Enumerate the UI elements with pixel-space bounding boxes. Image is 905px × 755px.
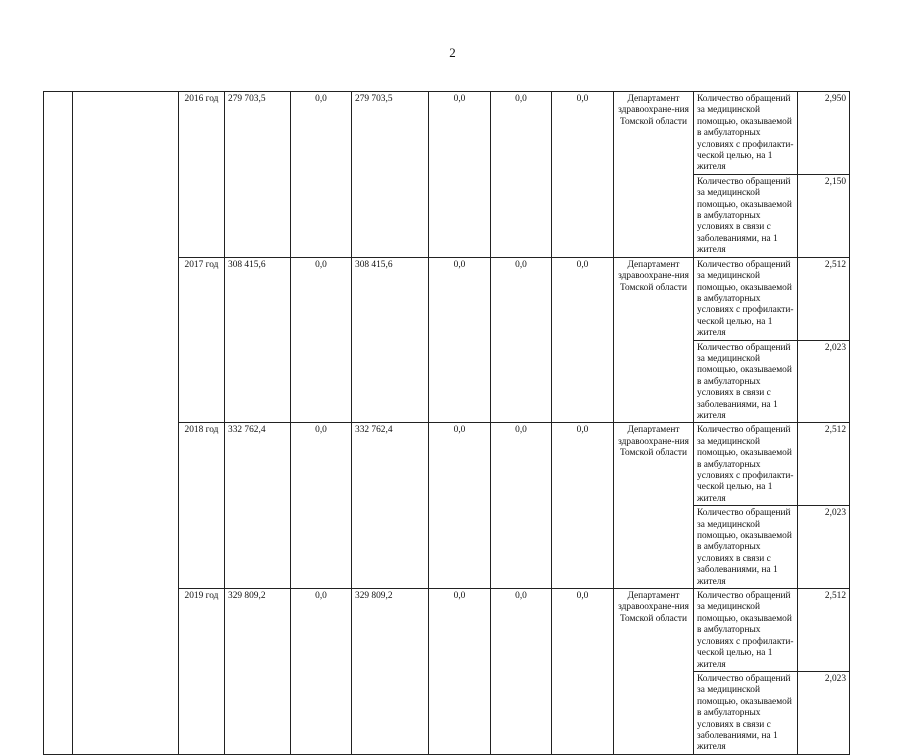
local-cell: 0,0 xyxy=(429,92,491,258)
indicator-cell: Количество обращений за медицинской помощью, оказываемой в амбулаторных условиях в связи с заболеваниями, на 1 жителя xyxy=(694,174,798,257)
local-cell: 0,0 xyxy=(429,423,491,589)
indicator-value-cell: 2,512 xyxy=(798,589,850,672)
federal-cell: 0,0 xyxy=(291,589,352,755)
executor-cell: Департамент здравоохране-ния Томской области xyxy=(614,92,694,258)
indicator-value-cell: 2,950 xyxy=(798,92,850,175)
table-body xyxy=(44,92,850,755)
tfoms-cell: 0,0 xyxy=(491,257,552,423)
tfoms-cell: 0,0 xyxy=(491,92,552,258)
table-row xyxy=(44,92,850,175)
name-cell xyxy=(73,92,179,755)
year-cell: 2017 год xyxy=(179,257,225,423)
year-cell: 2018 год xyxy=(179,423,225,589)
regional-cell: 332 762,4 xyxy=(352,423,429,589)
year-cell: 2019 год xyxy=(179,589,225,755)
indicator-value-cell: 2,023 xyxy=(798,506,850,589)
other-cell: 0,0 xyxy=(552,589,614,755)
local-cell: 0,0 xyxy=(429,589,491,755)
regional-cell: 279 703,5 xyxy=(352,92,429,258)
indicator-cell: Количество обращений за медицинской помощью, оказываемой в амбулаторных условиях в связи с заболеваниями, на 1 жителя xyxy=(694,671,798,754)
other-cell: 0,0 xyxy=(552,257,614,423)
other-cell: 0,0 xyxy=(552,423,614,589)
indicator-cell: Количество обращений за медицинской помощью, оказываемой в амбулаторных условиях с профилакти-ческой целью, на 1 жителя xyxy=(694,589,798,672)
executor-cell: Департамент здравоохране-ния Томской области xyxy=(614,257,694,423)
number-cell xyxy=(44,92,73,755)
federal-cell: 0,0 xyxy=(291,92,352,258)
executor-cell: Департамент здравоохране-ния Томской области xyxy=(614,589,694,755)
other-cell: 0,0 xyxy=(552,92,614,258)
indicator-value-cell: 2,023 xyxy=(798,671,850,754)
total-cell: 279 703,5 xyxy=(225,92,291,258)
indicator-cell: Количество обращений за медицинской помощью, оказываемой в амбулаторных условиях с профилакти-ческой целью, на 1 жителя xyxy=(694,257,798,340)
page-number: 2 xyxy=(449,45,456,60)
indicator-value-cell: 2,512 xyxy=(798,257,850,340)
indicator-value-cell: 2,512 xyxy=(798,423,850,506)
year-cell: 2016 год xyxy=(179,92,225,258)
tfoms-cell: 0,0 xyxy=(491,589,552,755)
indicator-value-cell: 2,023 xyxy=(798,340,850,423)
federal-cell: 0,0 xyxy=(291,423,352,589)
tfoms-cell: 0,0 xyxy=(491,423,552,589)
executor-cell: Департамент здравоохране-ния Томской области xyxy=(614,423,694,589)
federal-cell: 0,0 xyxy=(291,257,352,423)
local-cell: 0,0 xyxy=(429,257,491,423)
indicator-cell: Количество обращений за медицинской помощью, оказываемой в амбулаторных условиях с профилакти-ческой целью, на 1 жителя xyxy=(694,423,798,506)
total-cell: 332 762,4 xyxy=(225,423,291,589)
indicator-cell: Количество обращений за медицинской помощью, оказываемой в амбулаторных условиях в связи с заболеваниями, на 1 жителя xyxy=(694,340,798,423)
total-cell: 308 415,6 xyxy=(225,257,291,423)
regional-cell: 308 415,6 xyxy=(352,257,429,423)
indicator-value-cell: 2,150 xyxy=(798,174,850,257)
indicator-cell: Количество обращений за медицинской помощью, оказываемой в амбулаторных условиях с профилакти-ческой целью, на 1 жителя xyxy=(694,92,798,175)
indicator-cell: Количество обращений за медицинской помощью, оказываемой в амбулаторных условиях в связи с заболеваниями, на 1 жителя xyxy=(694,506,798,589)
regional-cell: 329 809,2 xyxy=(352,589,429,755)
total-cell: 329 809,2 xyxy=(225,589,291,755)
budget-table xyxy=(43,91,850,755)
